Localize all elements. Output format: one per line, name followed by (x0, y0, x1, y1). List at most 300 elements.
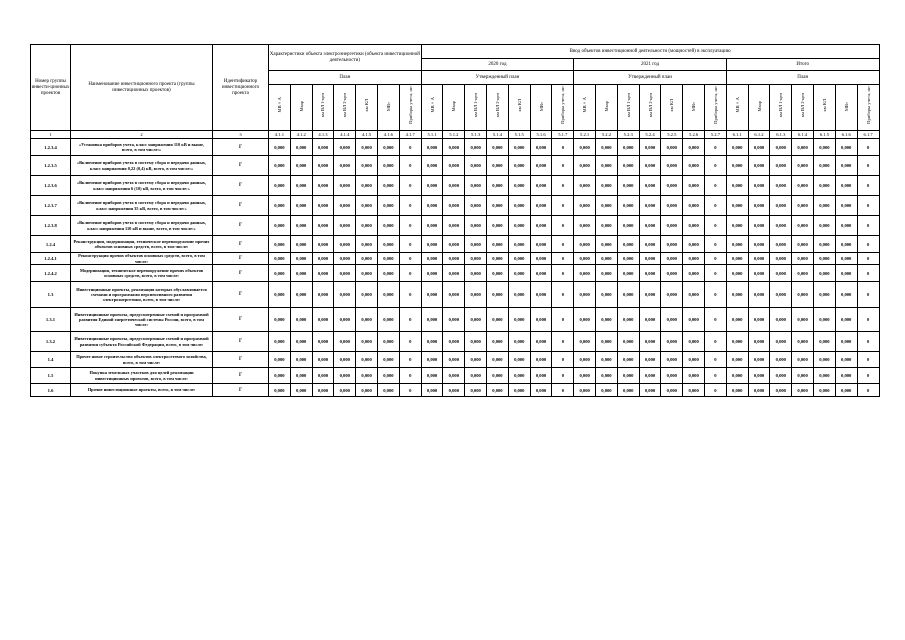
row-value-cell: 0,000 (683, 332, 705, 352)
row-value-cell: 0,000 (377, 176, 399, 196)
row-value-cell: 0,000 (312, 368, 334, 384)
row-value-cell: 0,000 (639, 384, 661, 397)
row-value-cell: 0,000 (661, 236, 683, 253)
row-number: 1.4 (31, 352, 71, 368)
unit-label: МВ×А (734, 97, 740, 113)
row-value-cell: 0,000 (487, 236, 509, 253)
row-value-cell: 0 (399, 332, 421, 352)
row-value-cell: 0,000 (814, 216, 836, 236)
row-value-cell: 0,000 (683, 308, 705, 332)
row-value-cell: 0,000 (726, 384, 748, 397)
table-row (31, 196, 880, 216)
row-value-cell: 0,000 (269, 196, 291, 216)
row-value-cell: 0,000 (465, 308, 487, 332)
row-value-cell: 0,000 (269, 139, 291, 156)
row-value-cell: 0,000 (726, 236, 748, 253)
row-value-cell: 0,000 (443, 139, 465, 156)
unit-label: км ВЛ 1-цеп (625, 92, 631, 118)
row-value-cell: 0,000 (661, 176, 683, 196)
row-value-cell: 0,000 (465, 265, 487, 282)
row-value-cell: 0,000 (421, 139, 443, 156)
row-value-cell: 0,000 (726, 253, 748, 265)
row-value-cell: 0,000 (617, 265, 639, 282)
table-row (31, 384, 880, 397)
unit-header (574, 85, 596, 131)
row-value-cell: 0,000 (443, 332, 465, 352)
row-number: 1.2.3.8 (31, 216, 71, 236)
row-value-cell: 0,000 (290, 156, 312, 176)
row-value-cell: 0,000 (508, 265, 530, 282)
unit-header (792, 85, 814, 131)
row-value-cell: 0 (399, 216, 421, 236)
row-value-cell: 0,000 (792, 216, 814, 236)
row-value-cell: 0,000 (269, 236, 291, 253)
row-number: 1.2.4.1 (31, 253, 71, 265)
row-value-cell: 0,000 (574, 156, 596, 176)
row-value-cell: 0 (857, 139, 879, 156)
row-value-cell: 0,000 (377, 196, 399, 216)
row-value-cell: 0 (705, 368, 727, 384)
unit-header (705, 85, 727, 131)
row-value-cell: 0,000 (814, 352, 836, 368)
row-value-cell: 0,000 (617, 368, 639, 384)
row-value-cell: 0,000 (421, 196, 443, 216)
column-number: 5.1.6 (530, 131, 552, 139)
row-value-cell: 0 (552, 308, 574, 332)
row-value-cell: 0,000 (814, 236, 836, 253)
row-value-cell: 0,000 (290, 384, 312, 397)
row-value-cell: 0,000 (835, 156, 857, 176)
row-value-cell: 0 (857, 196, 879, 216)
row-value-cell: 0,000 (334, 139, 356, 156)
row-value-cell: 0,000 (530, 265, 552, 282)
row-project-name: Модернизация, техническое перевооружение прочих объектов основных средств, всего, в том числе: (71, 265, 213, 282)
row-value-cell: 0,000 (334, 253, 356, 265)
row-value-cell: 0,000 (290, 265, 312, 282)
row-value-cell: 0,000 (443, 253, 465, 265)
row-value-cell: 0,000 (792, 236, 814, 253)
row-value-cell: 0,000 (835, 216, 857, 236)
table-row (31, 253, 880, 265)
row-number: 1.2.3.5 (31, 156, 71, 176)
row-value-cell: 0,000 (661, 216, 683, 236)
row-value-cell: 0,000 (334, 265, 356, 282)
row-value-cell: 0,000 (792, 282, 814, 308)
row-value-cell: 0,000 (356, 176, 378, 196)
row-value-cell: 0,000 (269, 265, 291, 282)
row-value-cell: 0,000 (530, 216, 552, 236)
row-project-id: Г (213, 156, 269, 176)
row-value-cell: 0,000 (356, 196, 378, 216)
row-value-cell: 0,000 (574, 352, 596, 368)
row-value-cell: 0,000 (661, 282, 683, 308)
row-project-name: Инвестиционные проекты, реализация которых обуславливается схемами и программами перспективного развития электроэнергетики, всего, в том числе: (71, 282, 213, 308)
row-value-cell: 0 (552, 282, 574, 308)
row-project-id: Г (213, 236, 269, 253)
row-project-id: Г (213, 176, 269, 196)
column-number: 5.2.6 (683, 131, 705, 139)
row-value-cell: 0 (399, 156, 421, 176)
row-value-cell: 0,000 (661, 253, 683, 265)
row-value-cell: 0 (552, 352, 574, 368)
row-value-cell: 0,000 (574, 308, 596, 332)
row-value-cell: 0,000 (617, 282, 639, 308)
row-project-id: Г (213, 216, 269, 236)
row-value-cell: 0,000 (443, 156, 465, 176)
row-project-id: Г (213, 139, 269, 156)
row-value-cell: 0 (552, 196, 574, 216)
row-value-cell: 0,000 (726, 196, 748, 216)
row-value-cell: 0,000 (661, 139, 683, 156)
row-value-cell: 0 (857, 352, 879, 368)
row-value-cell: 0,000 (443, 176, 465, 196)
row-project-name: «Установка приборов учета, класс напряжения 110 кВ и выше, всего, в том числе:» (71, 139, 213, 156)
row-value-cell: 0 (705, 282, 727, 308)
column-number: 5.1.1 (421, 131, 443, 139)
row-number: 1.6 (31, 384, 71, 397)
unit-label: МВ×А (582, 97, 588, 113)
row-value-cell: 0 (552, 265, 574, 282)
column-number: 6.1.7 (857, 131, 879, 139)
row-project-id: Г (213, 332, 269, 352)
row-value-cell: 0,000 (377, 384, 399, 397)
unit-label: Мвар (298, 100, 304, 112)
table-row (31, 216, 880, 236)
row-value-cell: 0 (552, 139, 574, 156)
row-value-cell: 0,000 (726, 368, 748, 384)
row-value-cell: 0,000 (377, 332, 399, 352)
row-value-cell: 0,000 (661, 384, 683, 397)
row-value-cell: 0,000 (465, 352, 487, 368)
row-value-cell: 0,000 (770, 308, 792, 332)
row-value-cell: 0,000 (748, 368, 770, 384)
row-value-cell: 0,000 (356, 156, 378, 176)
row-value-cell: 0,000 (639, 308, 661, 332)
header-project-name: Наименование инвестиционного проекта (группы инвестиционных проектов) (71, 45, 213, 131)
unit-header (290, 85, 312, 131)
row-value-cell: 0,000 (617, 308, 639, 332)
row-value-cell: 0,000 (487, 176, 509, 196)
row-value-cell: 0,000 (617, 176, 639, 196)
row-project-name: Реконструкция прочих объектов основных средств, всего, в том числе: (71, 253, 213, 265)
row-value-cell: 0,000 (487, 196, 509, 216)
unit-header (465, 85, 487, 131)
row-value-cell: 0 (399, 176, 421, 196)
row-value-cell: 0 (552, 368, 574, 384)
unit-header (835, 85, 857, 131)
unit-label: Мвар (603, 100, 609, 112)
row-number: 1.2.4.2 (31, 265, 71, 282)
row-value-cell: 0,000 (748, 156, 770, 176)
row-value-cell: 0,000 (814, 282, 836, 308)
row-value-cell: 0,000 (421, 282, 443, 308)
row-value-cell: 0,000 (726, 156, 748, 176)
column-number: 4.1.3 (312, 131, 334, 139)
column-number: 4.1.1 (269, 131, 291, 139)
row-value-cell: 0,000 (269, 156, 291, 176)
row-value-cell: 0,000 (377, 253, 399, 265)
row-value-cell: 0,000 (596, 332, 618, 352)
column-number: 6.1.1 (726, 131, 748, 139)
row-value-cell: 0,000 (421, 176, 443, 196)
row-value-cell: 0,000 (290, 253, 312, 265)
row-value-cell: 0,000 (290, 352, 312, 368)
unit-label: км КЛ (821, 99, 827, 112)
table-row (31, 352, 880, 368)
unit-header (748, 85, 770, 131)
row-value-cell: 0,000 (312, 156, 334, 176)
row-value-cell: 0,000 (617, 139, 639, 156)
row-value-cell: 0,000 (726, 352, 748, 368)
row-value-cell: 0,000 (770, 176, 792, 196)
row-value-cell: 0,000 (377, 236, 399, 253)
unit-label: МВт (843, 102, 849, 112)
row-value-cell: 0,000 (487, 282, 509, 308)
row-value-cell: 0,000 (421, 352, 443, 368)
row-value-cell: 0,000 (421, 308, 443, 332)
row-project-id: Г (213, 282, 269, 308)
row-value-cell: 0,000 (814, 196, 836, 216)
row-project-name: «Включение приборов учета в систему сбора и передачи данных, класс напряжения 0,22 (0,4) кВ, всего, в том числе:» (71, 156, 213, 176)
unit-label: км КЛ (364, 99, 370, 112)
row-value-cell: 0,000 (792, 253, 814, 265)
unit-header (443, 85, 465, 131)
row-value-cell: 0,000 (683, 265, 705, 282)
row-value-cell: 0,000 (835, 282, 857, 308)
row-value-cell: 0,000 (596, 196, 618, 216)
row-value-cell: 0,000 (770, 265, 792, 282)
unit-label: Приборы учета, шт (865, 86, 871, 124)
row-project-id: Г (213, 253, 269, 265)
row-number: 1.2.4 (31, 236, 71, 253)
row-value-cell: 0,000 (792, 368, 814, 384)
unit-header (530, 85, 552, 131)
row-value-cell: 0,000 (639, 139, 661, 156)
row-value-cell: 0,000 (530, 352, 552, 368)
row-value-cell: 0,000 (792, 176, 814, 196)
header-plan: План (269, 71, 422, 85)
row-value-cell: 0 (705, 352, 727, 368)
row-value-cell: 0,000 (465, 156, 487, 176)
row-value-cell: 0,000 (683, 352, 705, 368)
row-value-cell: 0,000 (814, 176, 836, 196)
row-value-cell: 0,000 (661, 332, 683, 352)
table-row (31, 236, 880, 253)
column-number: 4.1.6 (377, 131, 399, 139)
row-value-cell: 0,000 (508, 282, 530, 308)
column-number: 1 (31, 131, 71, 139)
column-number: 6.1.5 (814, 131, 836, 139)
row-value-cell: 0,000 (377, 282, 399, 308)
row-value-cell: 0,000 (770, 196, 792, 216)
row-value-cell: 0,000 (792, 265, 814, 282)
row-value-cell: 0,000 (639, 282, 661, 308)
row-value-cell: 0,000 (443, 308, 465, 332)
row-value-cell: 0,000 (508, 196, 530, 216)
row-value-cell: 0,000 (377, 139, 399, 156)
row-value-cell: 0 (705, 156, 727, 176)
row-value-cell: 0 (857, 216, 879, 236)
row-value-cell: 0,000 (748, 384, 770, 397)
row-value-cell: 0,000 (443, 352, 465, 368)
header-characteristics: Характеристики объекта электроэнергетики (объекта инвестиционной деятельности) (269, 45, 422, 71)
row-value-cell: 0 (399, 236, 421, 253)
row-project-id: Г (213, 368, 269, 384)
row-value-cell: 0 (399, 308, 421, 332)
unit-label: км ВЛ 2-цеп (647, 92, 653, 118)
row-value-cell: 0,000 (377, 216, 399, 236)
column-number: 5.1.2 (443, 131, 465, 139)
row-value-cell: 0,000 (748, 253, 770, 265)
row-value-cell: 0,000 (835, 384, 857, 397)
row-value-cell: 0 (857, 253, 879, 265)
row-value-cell: 0,000 (487, 332, 509, 352)
header-project-id: Идентификатор инвестиционного проекта (213, 45, 269, 131)
row-value-cell: 0,000 (574, 332, 596, 352)
unit-header (487, 85, 509, 131)
row-value-cell: 0 (705, 176, 727, 196)
unit-label: МВт (691, 102, 697, 112)
row-value-cell: 0,000 (683, 253, 705, 265)
row-value-cell: 0,000 (487, 139, 509, 156)
row-value-cell: 0,000 (530, 384, 552, 397)
row-value-cell: 0,000 (312, 253, 334, 265)
row-value-cell: 0,000 (290, 236, 312, 253)
column-number: 5.2.7 (705, 131, 727, 139)
column-number: 6.1.2 (748, 131, 770, 139)
column-number: 6.1.6 (835, 131, 857, 139)
row-value-cell: 0,000 (617, 253, 639, 265)
row-value-cell: 0,000 (748, 176, 770, 196)
row-project-id: Г (213, 384, 269, 397)
row-project-name: «Включение приборов учета в систему сбора и передачи данных, класс напряжения 6 (10) кВ, всего, в том числе:» (71, 176, 213, 196)
row-value-cell: 0,000 (443, 236, 465, 253)
header-group-number: Номер группы инвести-ционных проектов (31, 45, 71, 131)
row-value-cell: 0,000 (574, 265, 596, 282)
row-value-cell: 0,000 (465, 384, 487, 397)
unit-header (377, 85, 399, 131)
row-value-cell: 0,000 (334, 156, 356, 176)
row-value-cell: 0 (552, 156, 574, 176)
row-value-cell: 0,000 (835, 253, 857, 265)
row-value-cell: 0,000 (726, 308, 748, 332)
row-value-cell: 0,000 (574, 139, 596, 156)
row-value-cell: 0,000 (835, 196, 857, 216)
row-value-cell: 0,000 (770, 384, 792, 397)
row-value-cell: 0,000 (726, 265, 748, 282)
row-value-cell: 0,000 (443, 282, 465, 308)
unit-header (726, 85, 748, 131)
row-value-cell: 0 (552, 253, 574, 265)
row-value-cell: 0,000 (530, 282, 552, 308)
row-project-name: «Включение приборов учета в систему сбора и передачи данных, класс напряжения 110 кВ и выше, всего, в том числе:» (71, 216, 213, 236)
row-value-cell: 0,000 (639, 196, 661, 216)
row-value-cell: 0,000 (421, 236, 443, 253)
row-value-cell: 0,000 (596, 352, 618, 368)
row-value-cell: 0,000 (443, 196, 465, 216)
unit-label: Мвар (451, 100, 457, 112)
column-number: 6.1.4 (792, 131, 814, 139)
row-value-cell: 0,000 (617, 384, 639, 397)
investment-table (30, 44, 880, 397)
row-value-cell: 0,000 (530, 139, 552, 156)
row-value-cell: 0,000 (356, 139, 378, 156)
row-value-cell: 0,000 (508, 332, 530, 352)
row-value-cell: 0,000 (356, 265, 378, 282)
row-value-cell: 0,000 (617, 352, 639, 368)
row-value-cell: 0,000 (748, 282, 770, 308)
row-value-cell: 0,000 (770, 332, 792, 352)
row-value-cell: 0 (705, 196, 727, 216)
header-plan-total: План (726, 71, 879, 85)
row-number: 1.2.3.4 (31, 139, 71, 156)
column-number: 4.1.4 (334, 131, 356, 139)
header-approved-plan-2020: Утвержденный план (421, 71, 574, 85)
row-value-cell: 0,000 (487, 216, 509, 236)
row-value-cell: 0 (552, 332, 574, 352)
row-value-cell: 0,000 (487, 253, 509, 265)
row-value-cell: 0 (705, 216, 727, 236)
row-value-cell: 0,000 (421, 156, 443, 176)
unit-label: км ВЛ 2-цеп (342, 92, 348, 118)
row-value-cell: 0,000 (639, 352, 661, 368)
unit-header (312, 85, 334, 131)
row-value-cell: 0,000 (574, 196, 596, 216)
row-value-cell: 0,000 (617, 332, 639, 352)
row-value-cell: 0,000 (661, 352, 683, 368)
row-value-cell: 0,000 (508, 253, 530, 265)
row-value-cell: 0,000 (835, 308, 857, 332)
row-value-cell: 0,000 (596, 368, 618, 384)
row-value-cell: 0,000 (748, 265, 770, 282)
row-value-cell: 0,000 (596, 265, 618, 282)
row-value-cell: 0 (552, 176, 574, 196)
row-value-cell: 0,000 (487, 308, 509, 332)
row-value-cell: 0 (552, 384, 574, 397)
row-value-cell: 0,000 (639, 236, 661, 253)
row-value-cell: 0,000 (596, 139, 618, 156)
row-value-cell: 0,000 (356, 332, 378, 352)
row-value-cell: 0,000 (792, 384, 814, 397)
row-number: 1.3 (31, 282, 71, 308)
row-value-cell: 0,000 (639, 265, 661, 282)
row-value-cell: 0 (399, 384, 421, 397)
row-value-cell: 0,000 (290, 139, 312, 156)
row-value-cell: 0 (857, 332, 879, 352)
unit-header (661, 85, 683, 131)
unit-header (269, 85, 291, 131)
row-value-cell: 0,000 (792, 332, 814, 352)
unit-label: км ВЛ 1-цеп (778, 92, 784, 118)
row-value-cell: 0,000 (421, 384, 443, 397)
row-value-cell: 0,000 (748, 332, 770, 352)
column-number: 5.2.1 (574, 131, 596, 139)
row-value-cell: 0,000 (835, 176, 857, 196)
row-value-cell: 0,000 (726, 332, 748, 352)
column-number: 5.2.2 (596, 131, 618, 139)
row-value-cell: 0,000 (465, 368, 487, 384)
row-project-id: Г (213, 265, 269, 282)
column-number: 4.1.2 (290, 131, 312, 139)
row-value-cell: 0,000 (356, 352, 378, 368)
row-value-cell: 0,000 (334, 368, 356, 384)
row-value-cell: 0,000 (748, 139, 770, 156)
row-value-cell: 0,000 (377, 368, 399, 384)
row-number: 1.2.3.7 (31, 196, 71, 216)
row-value-cell: 0,000 (574, 216, 596, 236)
row-value-cell: 0 (399, 139, 421, 156)
row-value-cell: 0,000 (574, 282, 596, 308)
